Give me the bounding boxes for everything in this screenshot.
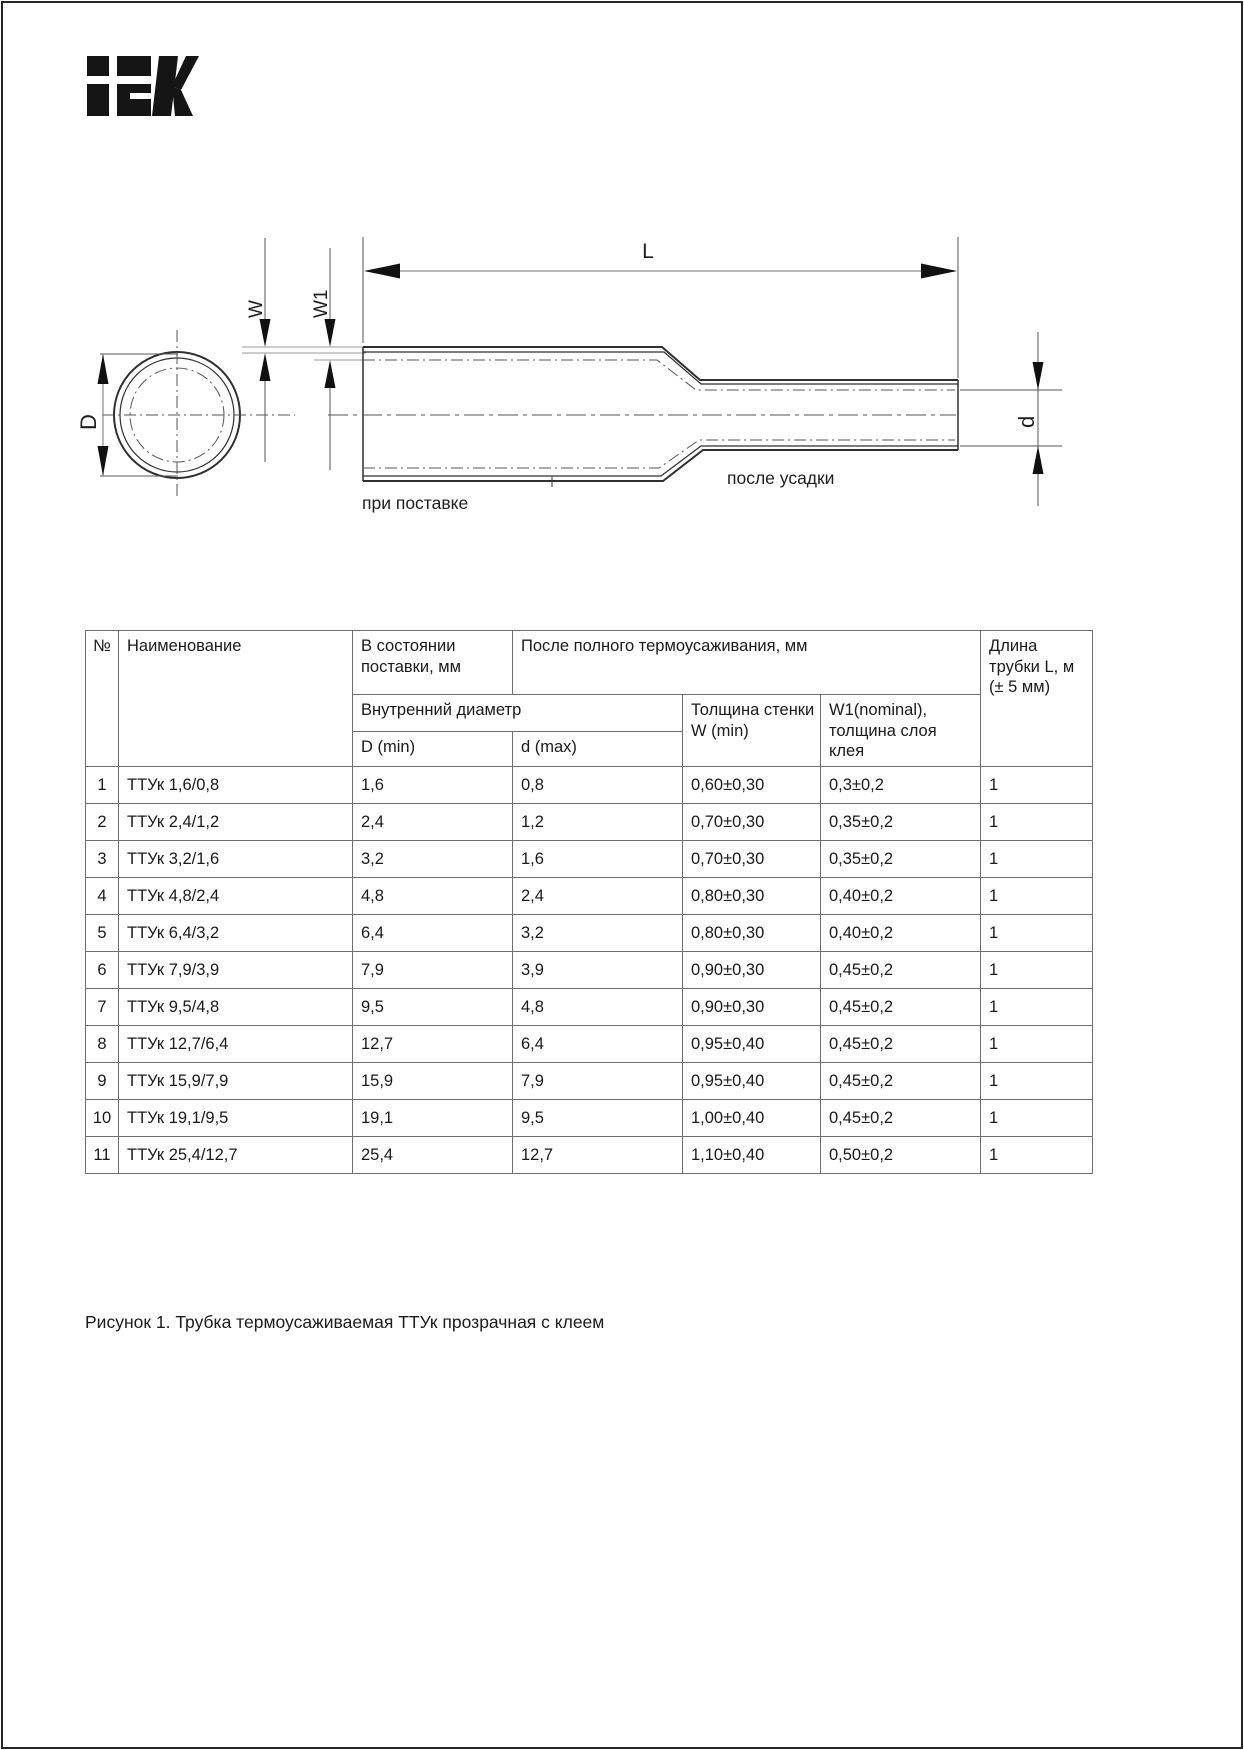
table-cell: 7,9 — [353, 951, 513, 988]
table-cell: 1 — [86, 766, 119, 803]
arrow-up-icon — [98, 354, 109, 384]
table-cell: 9,5 — [513, 1099, 683, 1136]
table-cell: ТТУк 19,1/9,5 — [119, 1099, 353, 1136]
table-cell: 0,40±0,2 — [821, 914, 981, 951]
col-header-length: Длина трубки L, м (± 5 мм) — [981, 631, 1093, 767]
table-cell: 7,9 — [513, 1062, 683, 1099]
table-cell: ТТУк 25,4/12,7 — [119, 1136, 353, 1173]
table-cell: 0,70±0,30 — [683, 803, 821, 840]
table-cell: ТТУк 4,8/2,4 — [119, 877, 353, 914]
table-cell: 6,4 — [513, 1025, 683, 1062]
table-cell: 0,45±0,2 — [821, 1025, 981, 1062]
table-cell: ТТУк 3,2/1,6 — [119, 840, 353, 877]
table-row — [86, 1099, 1093, 1136]
adhesive-line-top — [363, 360, 955, 390]
table-cell: 6,4 — [353, 914, 513, 951]
table-cell: 15,9 — [353, 1062, 513, 1099]
table-cell: 0,45±0,2 — [821, 988, 981, 1025]
col-header-d-max: d (max) — [513, 731, 683, 766]
arrow-down-icon — [1033, 362, 1044, 390]
table-cell: 5 — [86, 914, 119, 951]
table-cell: 3,2 — [353, 840, 513, 877]
adhesive-line-bottom — [363, 440, 955, 468]
table-cell: 0,3±0,2 — [821, 766, 981, 803]
table-row — [86, 951, 1093, 988]
table-cell: 1 — [981, 1062, 1093, 1099]
table-body — [86, 766, 1093, 1173]
table-row — [86, 914, 1093, 951]
table-cell: 0,60±0,30 — [683, 766, 821, 803]
col-header-D-min: D (min) — [353, 731, 513, 766]
table-cell: 0,80±0,30 — [683, 877, 821, 914]
col-header-inner-diameter: Внутренний диаметр — [353, 695, 683, 732]
table-cell: ТТУк 2,4/1,2 — [119, 803, 353, 840]
arrow-right-icon — [921, 264, 957, 279]
table-cell: 1 — [981, 1099, 1093, 1136]
table-cell: 9,5 — [353, 988, 513, 1025]
table-cell: 0,90±0,30 — [683, 951, 821, 988]
label-W: W — [246, 300, 267, 318]
dimension-d — [960, 332, 1062, 506]
table-cell: 9 — [86, 1062, 119, 1099]
label-as-supplied: при поставке — [362, 493, 469, 513]
table-cell: 1 — [981, 914, 1093, 951]
table-cell: 0,90±0,30 — [683, 988, 821, 1025]
arrow-left-icon — [364, 264, 400, 279]
spec-table — [85, 630, 1093, 1174]
table-cell: 4,8 — [513, 988, 683, 1025]
table-cell: 0,35±0,2 — [821, 803, 981, 840]
table-row — [86, 803, 1093, 840]
table-cell: 1 — [981, 877, 1093, 914]
table-cell: 12,7 — [513, 1136, 683, 1173]
table-cell: 4 — [86, 877, 119, 914]
table-cell: ТТУк 15,9/7,9 — [119, 1062, 353, 1099]
table-row — [86, 1136, 1093, 1173]
table-cell: 10 — [86, 1099, 119, 1136]
col-header-name: Наименование — [119, 631, 353, 767]
table-cell: 0,95±0,40 — [683, 1062, 821, 1099]
figure-caption: Рисунок 1. Трубка термоусаживаемая ТТУк прозрачная с клеем — [85, 1312, 605, 1332]
table-cell: 0,35±0,2 — [821, 840, 981, 877]
table-cell: 1,6 — [513, 840, 683, 877]
table-cell: 1 — [981, 840, 1093, 877]
label-L: L — [642, 240, 654, 263]
table-cell: 2,4 — [513, 877, 683, 914]
table-cell: 8 — [86, 1025, 119, 1062]
table-cell: 3 — [86, 840, 119, 877]
tube-side-view — [328, 347, 958, 487]
table-row — [86, 766, 1093, 803]
table-cell: 0,80±0,30 — [683, 914, 821, 951]
table-cell: 1 — [981, 1136, 1093, 1173]
table-cell: 0,45±0,2 — [821, 1062, 981, 1099]
table-cell: 1 — [981, 803, 1093, 840]
label-d: d — [1014, 415, 1039, 428]
table-cell: ТТУк 6,4/3,2 — [119, 914, 353, 951]
table-cell: 0,8 — [513, 766, 683, 803]
table-cell: 1 — [981, 766, 1093, 803]
table-cell: 1,6 — [353, 766, 513, 803]
arrow-down-icon — [260, 319, 271, 347]
table-cell: 0,40±0,2 — [821, 877, 981, 914]
table-cell: 19,1 — [353, 1099, 513, 1136]
technical-drawing — [0, 0, 1244, 545]
arrow-up-icon — [325, 360, 336, 388]
col-header-after-shrink: После полного термоусаживания, мм — [513, 631, 981, 695]
table-cell: 0,50±0,2 — [821, 1136, 981, 1173]
table-cell: 0,45±0,2 — [821, 951, 981, 988]
label-after-shrink: после усадки — [727, 468, 835, 488]
table-cell: 2 — [86, 803, 119, 840]
table-cell: ТТУк 1,6/0,8 — [119, 766, 353, 803]
table-row — [86, 840, 1093, 877]
table-cell: 0,45±0,2 — [821, 1099, 981, 1136]
table-row — [86, 877, 1093, 914]
arrow-down-icon — [98, 446, 109, 476]
arrow-up-icon — [260, 353, 271, 381]
table-cell: 0,70±0,30 — [683, 840, 821, 877]
table-cell: ТТУк 12,7/6,4 — [119, 1025, 353, 1062]
table-cell: 6 — [86, 951, 119, 988]
table-cell: 7 — [86, 988, 119, 1025]
table-header — [86, 631, 1093, 767]
table-cell: 12,7 — [353, 1025, 513, 1062]
table-cell: 0,95±0,40 — [683, 1025, 821, 1062]
table-cell: 11 — [86, 1136, 119, 1173]
table-cell: 1 — [981, 1025, 1093, 1062]
table-cell: 1 — [981, 988, 1093, 1025]
table-row — [86, 1025, 1093, 1062]
table-cell: 4,8 — [353, 877, 513, 914]
col-header-as-supplied: В состоянии поставки, мм — [353, 631, 513, 695]
table-cell: ТТУк 9,5/4,8 — [119, 988, 353, 1025]
col-header-w1: W1(nominal), толщина слоя клея — [821, 695, 981, 767]
label-D: D — [76, 414, 101, 430]
table-cell: 2,4 — [353, 803, 513, 840]
dimension-W — [242, 238, 366, 470]
tube-cross-section — [102, 330, 295, 500]
col-header-wall: Толщина стенки W (min) — [683, 695, 821, 767]
label-W1: W1 — [311, 289, 332, 318]
table-cell: ТТУк 7,9/3,9 — [119, 951, 353, 988]
arrow-down-icon — [325, 319, 336, 347]
table-cell: 3,2 — [513, 914, 683, 951]
table-cell: 1,00±0,40 — [683, 1099, 821, 1136]
table-cell: 1 — [981, 951, 1093, 988]
table-cell: 3,9 — [513, 951, 683, 988]
table-cell: 1,10±0,40 — [683, 1136, 821, 1173]
table-cell: 1,2 — [513, 803, 683, 840]
table-cell: 25,4 — [353, 1136, 513, 1173]
header-row-1 — [86, 631, 1093, 695]
dimension-L — [363, 237, 958, 378]
arrow-up-icon — [1033, 446, 1044, 474]
table-row — [86, 1062, 1093, 1099]
table-row — [86, 988, 1093, 1025]
col-header-num: № — [86, 631, 119, 767]
